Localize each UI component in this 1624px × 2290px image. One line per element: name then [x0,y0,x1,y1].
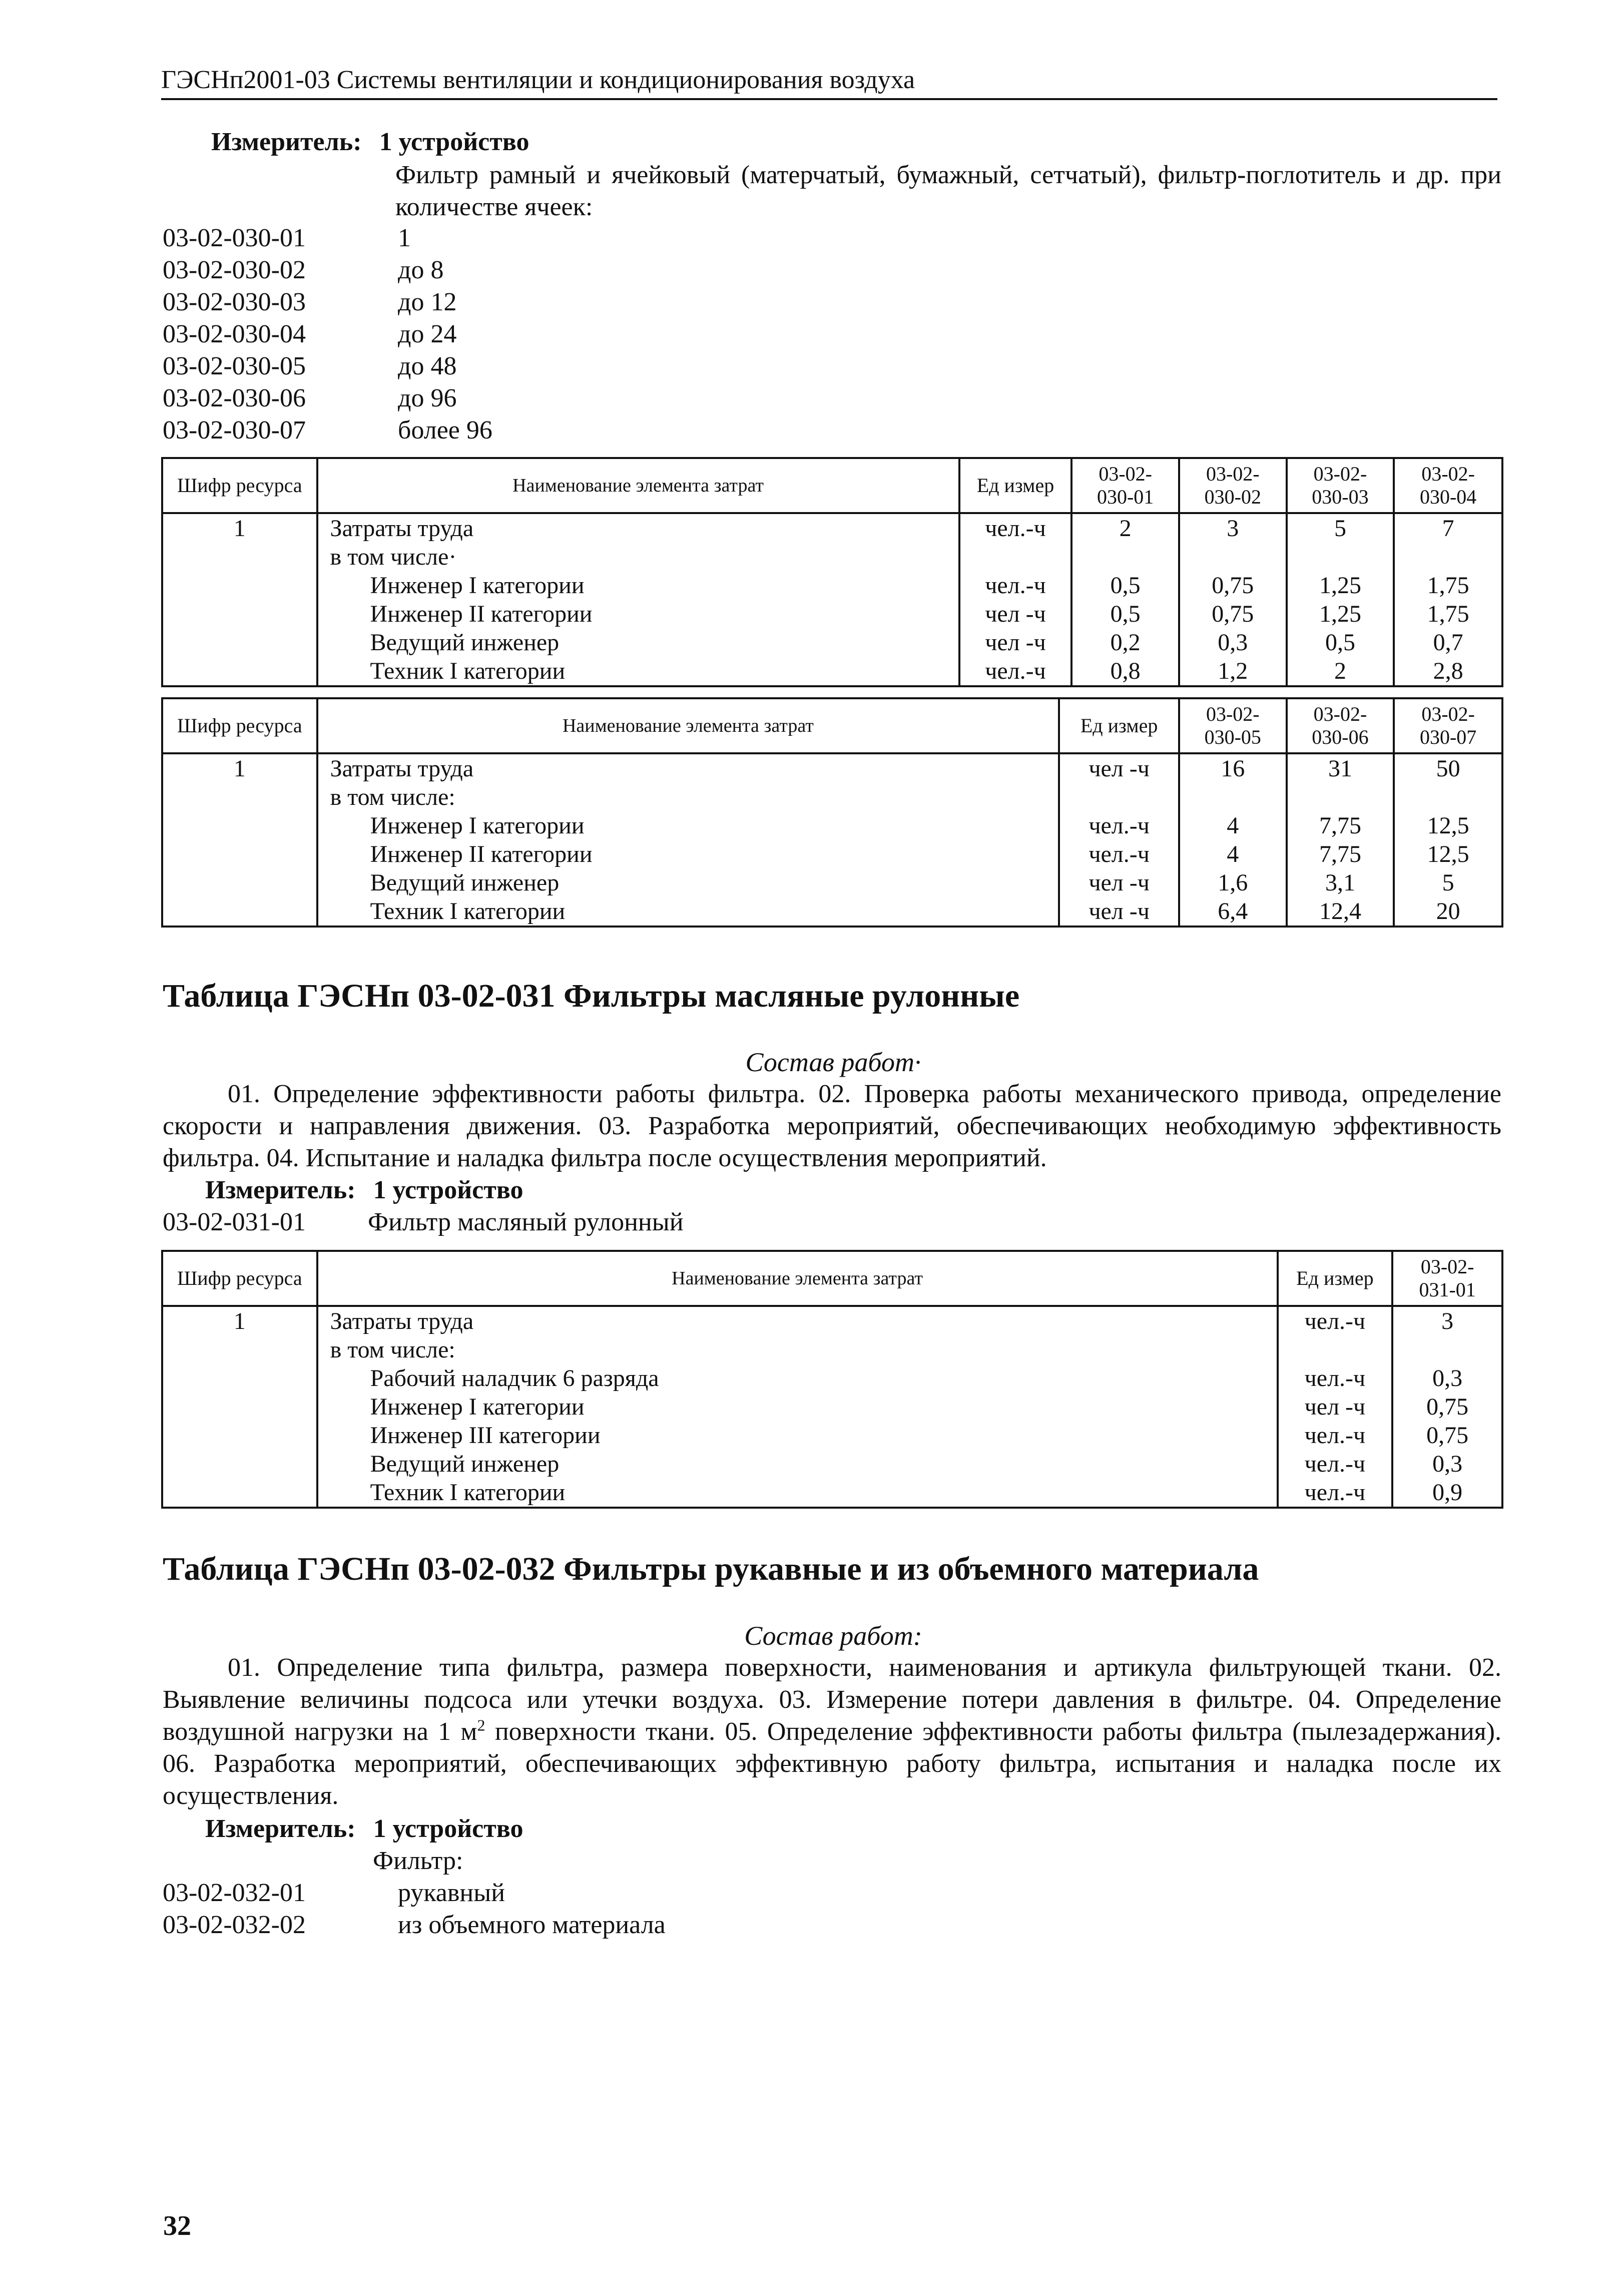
header-unit: Ед измер [1278,1251,1393,1306]
row-name: Рабочий наладчик 6 разряда [370,1365,659,1392]
row-value: 4 [1227,812,1239,839]
item-text: до 24 [398,320,457,348]
row-name: Техник I категории [370,1479,566,1506]
row-value: 1,25 [1319,601,1361,627]
row-name: Затраты труда [330,515,474,542]
table-header-row [162,1251,1502,1306]
list-item [163,1877,666,1909]
measure-label: Измеритель: [211,128,362,156]
row-value [1288,543,1393,571]
row-value: 0,5 [1325,629,1355,656]
header-code: 03-02- 030-06 [1287,698,1394,753]
row-value: 7,75 [1319,812,1361,839]
item-code: 03-02-030-03 [163,288,306,316]
table-row [162,753,1502,927]
item-list-032 [163,1877,666,1941]
row-value: 1,25 [1319,572,1361,599]
item-code: 03-02-030-01 [163,224,306,252]
row-name: в том числе: [330,1336,455,1363]
composition-text-032-part1: 01. Определение типа фильтра, размера поверхности, наименования и артикула фильтрующей ткани. 02. Выявление величины подсоса или утечки воздуха. 03. Измерение потери давления в фильтре. 04. Определение воздушной нагрузки на 1 м [163,1653,1501,1746]
composition-031 [163,1078,1501,1174]
item-text: из объемного материала [398,1911,666,1939]
row-name: в том числе: [330,784,455,810]
item-list-031 [163,1206,684,1238]
composition-label-032: Состав работ: [744,1621,922,1651]
row-name: Затраты труда [330,1308,474,1334]
header-unit: Ед измер [1059,698,1179,753]
row-value [1180,543,1286,571]
measure-label: Измеритель: [205,1176,356,1204]
row-value: 16 [1221,755,1245,782]
row-unit: чел.-ч [985,572,1046,599]
row-name: в том числе· [330,544,457,570]
header-code: 03-02- 030-05 [1179,698,1287,753]
item-code: 03-02-031-01 [163,1208,306,1236]
row-value: 6,4 [1218,898,1248,925]
item-code: 03-02-032-01 [163,1879,306,1907]
item-code: 03-02-030-05 [163,352,306,380]
row-unit: чел.-ч [1304,1308,1366,1334]
measure-value: 1 устройство [373,1176,523,1204]
cell-values [1287,753,1394,927]
cost-table-030-05-07 [161,697,1503,928]
list-item [163,382,492,414]
row-value: 0,5 [1110,601,1141,627]
cost-table-031-01 [161,1250,1503,1509]
list-item [163,254,492,286]
item-code: 03-02-030-07 [163,416,306,444]
cell-shifr: 1 [162,513,317,686]
row-value: 1,75 [1427,601,1469,627]
header-code: 03-02- 030-04 [1394,458,1502,513]
row-unit: чел -ч [1089,898,1150,925]
cost-table-030-01-04 [161,457,1503,687]
row-unit [1279,1335,1392,1364]
row-value: 0,75 [1212,572,1254,599]
item-text: 1 [398,224,411,252]
item-list-030 [163,222,492,446]
page-number: 32 [163,2210,191,2241]
cell-values [1394,513,1502,686]
row-unit [960,543,1071,571]
row-unit: чел.-ч [1304,1365,1366,1392]
item-code: 03-02-032-02 [163,1911,306,1939]
composition-text-032-part2: поверхности ткани. 05. Определение эффективности работы фильтра (пылезадержания). 06. Разработка мероприятий, обеспечивающих эффективную работу фильтра, испытания и наладка после их осуществления. [163,1717,1501,1810]
row-value: 12,4 [1319,898,1361,925]
row-unit: чел.-ч [985,515,1046,542]
row-name: Инженер II категории [370,841,593,867]
row-name: Инженер I категории [370,812,585,839]
row-unit: чел -ч [985,601,1046,627]
measure-value: 1 устройство [373,1814,523,1843]
cell-values [1287,513,1394,686]
row-unit: чел -ч [985,629,1046,656]
row-value: 1,75 [1427,572,1469,599]
item-text: до 8 [398,256,444,284]
superscript-2: 2 [477,1716,485,1734]
running-header: ГЭСНп2001-03 Системы вентиляции и кондиционирования воздуха [161,64,1497,100]
cell-names [317,1306,1278,1508]
row-name: Ведущий инженер [370,629,560,656]
row-unit [1060,783,1178,811]
list-item [163,286,492,318]
filter-description: Фильтр рамный и ячейковый (матерчатый, бумажный, сетчатый), фильтр-поглотитель и др. при количестве ячеек: [395,161,1501,221]
row-value: 31 [1328,755,1352,782]
measure-line-031 [205,1174,523,1206]
row-value: 2,8 [1433,658,1463,684]
measure-label: Измеритель: [205,1814,356,1843]
filter-subheading: Фильтр: [373,1847,463,1875]
row-value [1072,543,1178,571]
row-unit: чел -ч [1304,1394,1366,1420]
table-row [162,513,1502,686]
row-value: 12,5 [1427,841,1469,867]
row-name: Затраты труда [330,755,474,782]
row-value: 3,1 [1325,869,1355,896]
row-value: 3 [1227,515,1239,542]
header-name: Наименование элемента затрат [317,458,959,513]
row-name: Инженер I категории [370,572,585,599]
row-value: 50 [1436,755,1460,782]
cell-units [1059,753,1179,927]
table-title-032: Таблица ГЭСНп 03-02-032 Фильтры рукавные и из объемного материала [163,1551,1259,1587]
measure-value: 1 устройство [379,128,529,156]
row-value [1180,783,1286,811]
row-value [1288,783,1393,811]
header-shifr: Шифр ресурса [162,458,317,513]
header-unit: Ед измер [959,458,1072,513]
item-text: до 96 [398,384,457,412]
row-unit: чел -ч [1089,869,1150,896]
row-name: Техник I категории [370,658,566,684]
row-value: 0,9 [1432,1479,1463,1506]
measure-line-030 [211,126,529,158]
list-item [163,318,492,350]
row-value: 3 [1441,1308,1454,1334]
list-item [163,1206,684,1238]
cell-values [1071,513,1179,686]
item-code: 03-02-030-04 [163,320,306,348]
row-value: 0,2 [1110,629,1141,656]
table-header-row [162,458,1502,513]
header-name: Наименование элемента затрат [317,698,1059,753]
row-value: 0,75 [1426,1394,1469,1420]
cell-values [1179,513,1287,686]
row-value: 2 [1334,658,1346,684]
row-unit: чел.-ч [1304,1422,1366,1449]
row-value: 12,5 [1427,812,1469,839]
row-value: 7,75 [1319,841,1361,867]
item-text: рукавный [398,1879,505,1907]
item-text: более 96 [398,416,492,444]
row-name: Ведущий инженер [370,869,560,896]
cell-names [317,513,959,686]
row-value [1393,1335,1501,1364]
row-value: 0,3 [1432,1365,1463,1392]
cell-shifr: 1 [162,753,317,927]
list-item [163,414,492,446]
composition-label-031: Состав работ· [745,1047,921,1077]
row-value: 2 [1119,515,1132,542]
composition-032 [163,1652,1501,1812]
item-text: до 12 [398,288,457,316]
list-item [163,222,492,254]
table-title-031: Таблица ГЭСНп 03-02-031 Фильтры масляные рулонные [163,978,1020,1014]
row-value [1395,543,1501,571]
row-unit: чел -ч [1089,755,1150,782]
row-value: 1,2 [1218,658,1248,684]
row-value: 0,5 [1110,572,1141,599]
row-unit: чел.-ч [1304,1451,1366,1477]
row-value: 0,75 [1212,601,1254,627]
cell-names [317,753,1059,927]
table-header-row [162,698,1502,753]
header-code: 03-02- 030-01 [1071,458,1179,513]
header-code: 03-02- 031-01 [1392,1251,1502,1306]
list-item [163,1909,666,1941]
item-code: 03-02-030-06 [163,384,306,412]
header-code: 03-02- 030-07 [1394,698,1502,753]
row-value: 5 [1334,515,1346,542]
cell-values [1392,1306,1502,1508]
measure-line-032 [205,1813,523,1845]
row-value: 5 [1442,869,1454,896]
table-row [162,1306,1502,1508]
header-name: Наименование элемента затрат [317,1251,1278,1306]
composition-text-032 [163,1652,1501,1812]
header-shifr: Шифр ресурса [162,1251,317,1306]
row-name: Инженер III категории [370,1422,601,1449]
item-code: 03-02-030-02 [163,256,306,284]
header-code: 03-02- 030-03 [1287,458,1394,513]
row-value: 0,8 [1110,658,1141,684]
row-value [1395,783,1501,811]
row-unit: чел.-ч [1089,812,1150,839]
header-shifr: Шифр ресурса [162,698,317,753]
row-unit: чел.-ч [1304,1479,1366,1506]
cell-values [1179,753,1287,927]
row-name: Инженер II категории [370,601,593,627]
cell-units [1278,1306,1393,1508]
row-name: Техник I категории [370,898,566,925]
list-item [163,350,492,382]
row-name: Ведущий инженер [370,1451,560,1477]
row-value: 1,6 [1218,869,1248,896]
row-value: 0,3 [1218,629,1248,656]
cell-values [1394,753,1502,927]
row-value: 0,3 [1432,1451,1463,1477]
composition-text-031: 01. Определение эффективности работы фильтра. 02. Проверка работы механического привода, определение скорости и направления движения. 03. Разработка мероприятий, обеспечивающих необходимую эффективность фильтра. 04. Испытание и наладка фильтра после осуществления мероприятий. [163,1080,1501,1172]
item-text: Фильтр масляный рулонный [368,1208,684,1236]
row-name: Инженер I категории [370,1394,585,1420]
cell-units [959,513,1072,686]
row-value: 20 [1436,898,1460,925]
row-value: 0,7 [1433,629,1463,656]
row-value: 7 [1442,515,1454,542]
item-text: до 48 [398,352,457,380]
row-unit: чел.-ч [1089,841,1150,867]
cell-shifr: 1 [162,1306,317,1508]
row-unit: чел.-ч [985,658,1046,684]
header-code: 03-02- 030-02 [1179,458,1287,513]
row-value: 4 [1227,841,1239,867]
row-value: 0,75 [1426,1422,1469,1449]
